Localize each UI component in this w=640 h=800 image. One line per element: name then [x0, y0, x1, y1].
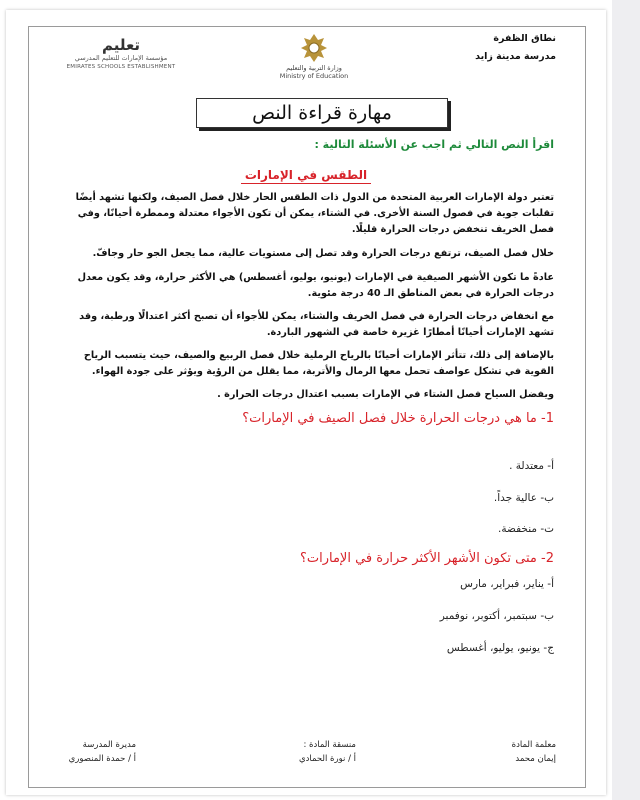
q1-option-c: ت- منخفضة. — [498, 523, 554, 535]
teacher-role: معلمة المادة — [511, 740, 556, 750]
q1-option-a: أ- معتدلة . — [509, 460, 554, 472]
reading-text-title-label: الطقس في الإمارات — [241, 168, 371, 184]
worksheet-page — [6, 10, 606, 795]
q2-option-b: ب- سبتمبر، أكتوبر، نوفمبر — [439, 610, 554, 622]
worksheet-title: مهارة قراءة النص — [196, 98, 448, 128]
paragraph-1: تعتبر دولة الإمارات العربية المتحدة من الدول ذات الطقس الحار خلال فصل الصيف، ولكنها تشهد أيضًا تقلبات جوية في فصول السنة الأخرى. في الشتاء، يمكن أن تكون الأجواء معتدلة وممطرة أحيانًا، وفي فصل الخريف تنخفض درجات الحرارة قليلًا. — [75, 192, 554, 235]
viewer-side-strip — [612, 0, 640, 800]
coordinator-role: منسقة المادة : — [303, 740, 356, 750]
paragraph-6: ويفضل السياح فصل الشتاء في الإمارات بسبب اعتدال درجات الحرارة . — [217, 389, 554, 400]
school-name: مدرسة مدينة زايد — [475, 51, 556, 62]
paragraph-5: بالإضافة إلى ذلك، تتأثر الإمارات أحيانًا بالرياح الرملية خلال فصل الربيع والصيف، حيث يتسبب الرياح القوية في تشكل عواصف تحمل معها الرمال والأتربة، مما يقلل من الرؤية ويؤثر على جودة الهواء. — [83, 350, 554, 377]
ese-logo — [66, 36, 176, 71]
q2-option-c: ج- يونيو، يوليو، أغسطس — [446, 642, 554, 654]
paragraph-4: مع انخفاض درجات الحرارة في فصل الخريف والشتاء، يمكن للأجواء أن تصبح أكثر اعتدالًا ورطبة، وقد تشهد الإمارات أحيانًا أمطارًا غزيرة خاصة في الشهور الباردة. — [79, 311, 554, 338]
ese-name-en: EMIRATES SCHOOLS ESTABLISHMENT — [66, 64, 176, 70]
q2-option-a: أ- يناير، فبراير، مارس — [460, 578, 554, 590]
teacher-signature — [512, 738, 556, 766]
coordinator-signature — [299, 738, 356, 766]
ese-logo-word: تعليم — [101, 36, 141, 54]
teacher-name: إيمان محمد — [515, 754, 556, 764]
moe-name-en: Ministry of Education — [279, 72, 349, 80]
ese-name-ar: مؤسسة الإمارات للتعليم المدرسي — [74, 54, 168, 62]
paragraph-2: خلال فصل الصيف، ترتفع درجات الحرارة وقد تصل إلى مستويات عالية، مما يجعل الجو حار وجافّ. — [92, 248, 554, 259]
coordinator-name: أ / نورة الحمادي — [298, 754, 356, 764]
question-2: 2- متى تكون الأشهر الأكثر حرارة في الإمارات؟ — [299, 551, 554, 566]
region-label: نطاق الظفرة — [493, 33, 556, 44]
school-info — [475, 30, 556, 66]
reading-text-title — [6, 168, 606, 182]
instruction-text: اقرأ النص التالي ثم اجب عن الأسئلة التالية : — [314, 138, 554, 151]
principal-signature — [69, 738, 136, 766]
principal-name: أ / حمدة المنصوري — [68, 754, 136, 764]
q1-option-b: ب- عالية جداً. — [493, 492, 554, 504]
moe-name-ar: وزارة التربية والتعليم — [286, 64, 342, 72]
question-1: 1- ما هي درجات الحرارة خلال فصل الصيف في الإمارات؟ — [242, 411, 554, 426]
moe-logo — [276, 32, 352, 80]
emblem-icon — [297, 32, 331, 64]
paragraph-3: عادةً ما تكون الأشهر الصيفية في الإمارات (يونيو، يوليو، أغسطس) هي الأكثر حرارة، وقد يكون معدل درجات الحرارة في بعض المناطق الـ 40 درجة مئوية. — [77, 272, 554, 299]
principal-role: مديرة المدرسة — [82, 740, 136, 750]
